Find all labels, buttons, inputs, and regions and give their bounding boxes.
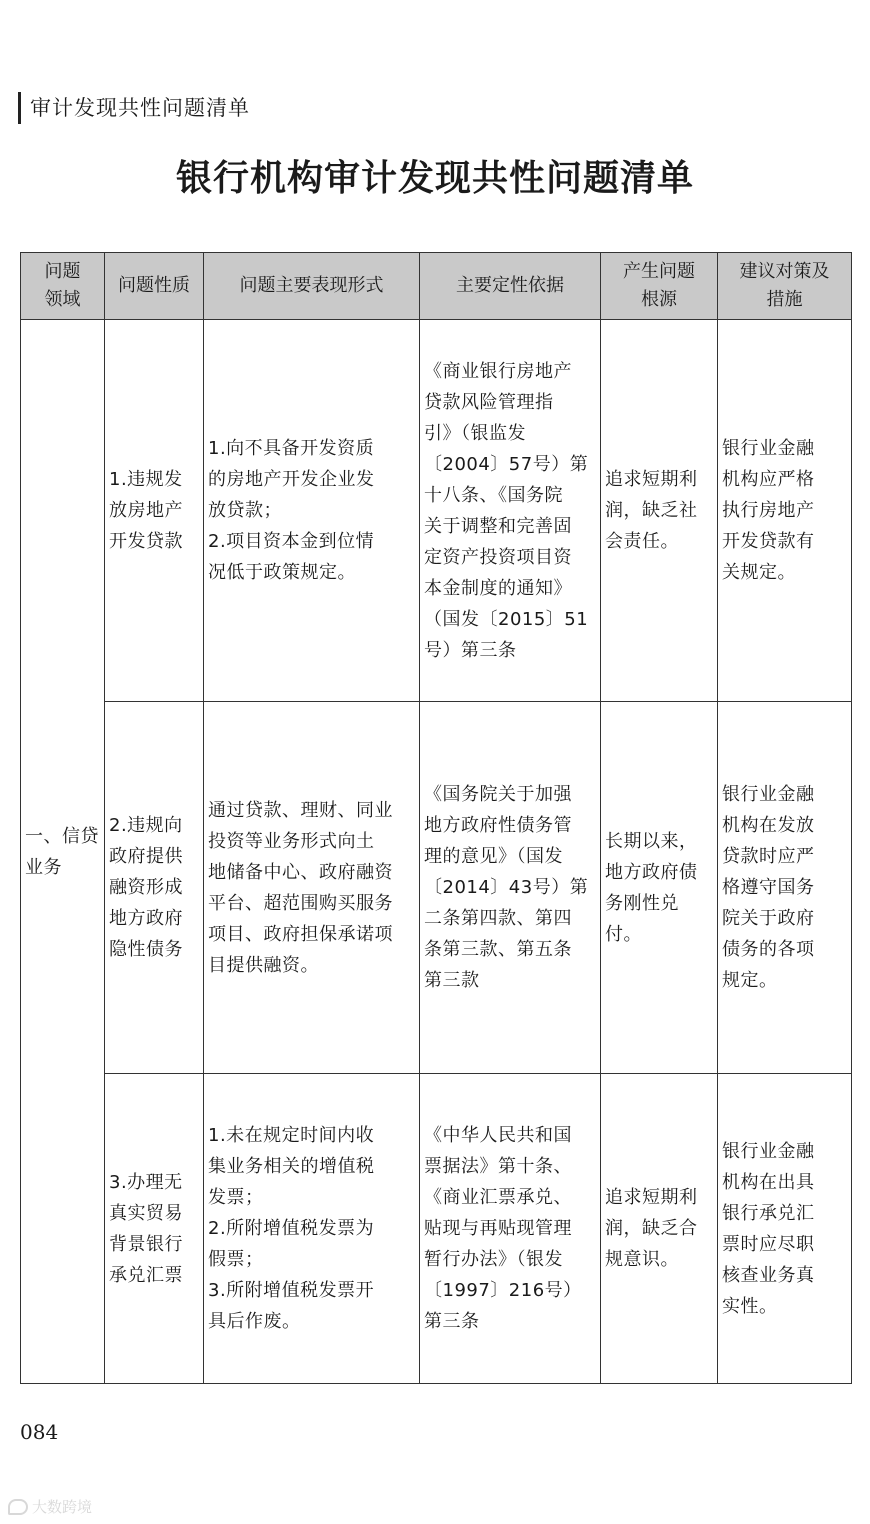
cell-problem-nature: 3.办理无 真实贸易 背景银行 承兑汇票: [105, 1074, 204, 1384]
cell-problem-nature: 2.违规向 政府提供 融资形成 地方政府 隐性债务: [105, 702, 204, 1074]
table-row: [21, 320, 852, 702]
cell-problem-forms: 通过贷款、理财、同业 投资等业务形式向土 地储备中心、政府融资 平台、超范围购买服务 项目、政府担保承诺项 目提供融资。: [204, 702, 420, 1074]
table-row: [21, 702, 852, 1074]
cell-root-cause: 追求短期利 润，缺乏合 规意识。: [601, 1074, 718, 1384]
document-title: 银行机构审计发现共性问题清单: [175, 158, 694, 199]
header-suggestions: 建议对策及 措施: [718, 253, 852, 320]
header-legal-basis: 主要定性依据: [420, 253, 601, 320]
page-number: 084: [20, 1420, 59, 1444]
cell-problem-domain: 一、信贷 业务: [21, 320, 105, 1384]
cell-legal-basis: 《商业银行房地产 贷款风险管理指 引》（银监发 〔2004〕57号）第 十八条、《国务院 关于调整和完善固 定资产投资项目资 本金制度的通知》 （国发〔2015〕51 号）第三条: [420, 320, 601, 702]
table-header-row: [21, 253, 852, 320]
cell-root-cause: 长期以来， 地方政府债 务刚性兑 付。: [601, 702, 718, 1074]
header-problem-domain: 问题 领域: [21, 253, 105, 320]
cell-root-cause: 追求短期利 润，缺乏社 会责任。: [601, 320, 718, 702]
watermark-logo-icon: [8, 1499, 28, 1515]
running-head: 审计发现共性问题清单: [18, 92, 250, 124]
table-row: [21, 1074, 852, 1384]
cell-problem-forms: 1.向不具备开发资质 的房地产开发企业发 放贷款； 2.项目资本金到位情 况低于政策规定。: [204, 320, 420, 702]
watermark-text: 大数跨境: [32, 1498, 93, 1516]
header-problem-forms: 问题主要表现形式: [204, 253, 420, 320]
cell-problem-forms: 1.未在规定时间内收 集业务相关的增值税 发票； 2.所附增值税发票为 假票； 3.所附增值税发票开 具后作废。: [204, 1074, 420, 1384]
cell-suggestion: 银行业金融 机构在出具 银行承兑汇 票时应尽职 核查业务真 实性。: [718, 1074, 852, 1384]
cell-legal-basis: 《国务院关于加强 地方政府性债务管 理的意见》（国发 〔2014〕43号）第 二条第四款、第四 条第三款、第五条 第三款: [420, 702, 601, 1074]
watermark: [8, 1496, 92, 1517]
cell-suggestion: 银行业金融 机构应严格 执行房地产 开发贷款有 关规定。: [718, 320, 852, 702]
header-problem-nature: 问题性质: [105, 253, 204, 320]
header-root-cause: 产生问题 根源: [601, 253, 718, 320]
audit-issue-table: [20, 252, 852, 1384]
cell-problem-nature: 1.违规发 放房地产 开发贷款: [105, 320, 204, 702]
cell-legal-basis: 《中华人民共和国 票据法》第十条、 《商业汇票承兑、 贴现与再贴现管理 暂行办法》（银发 〔1997〕216号） 第三条: [420, 1074, 601, 1384]
cell-suggestion: 银行业金融 机构在发放 贷款时应严 格遵守国务 院关于政府 债务的各项 规定。: [718, 702, 852, 1074]
